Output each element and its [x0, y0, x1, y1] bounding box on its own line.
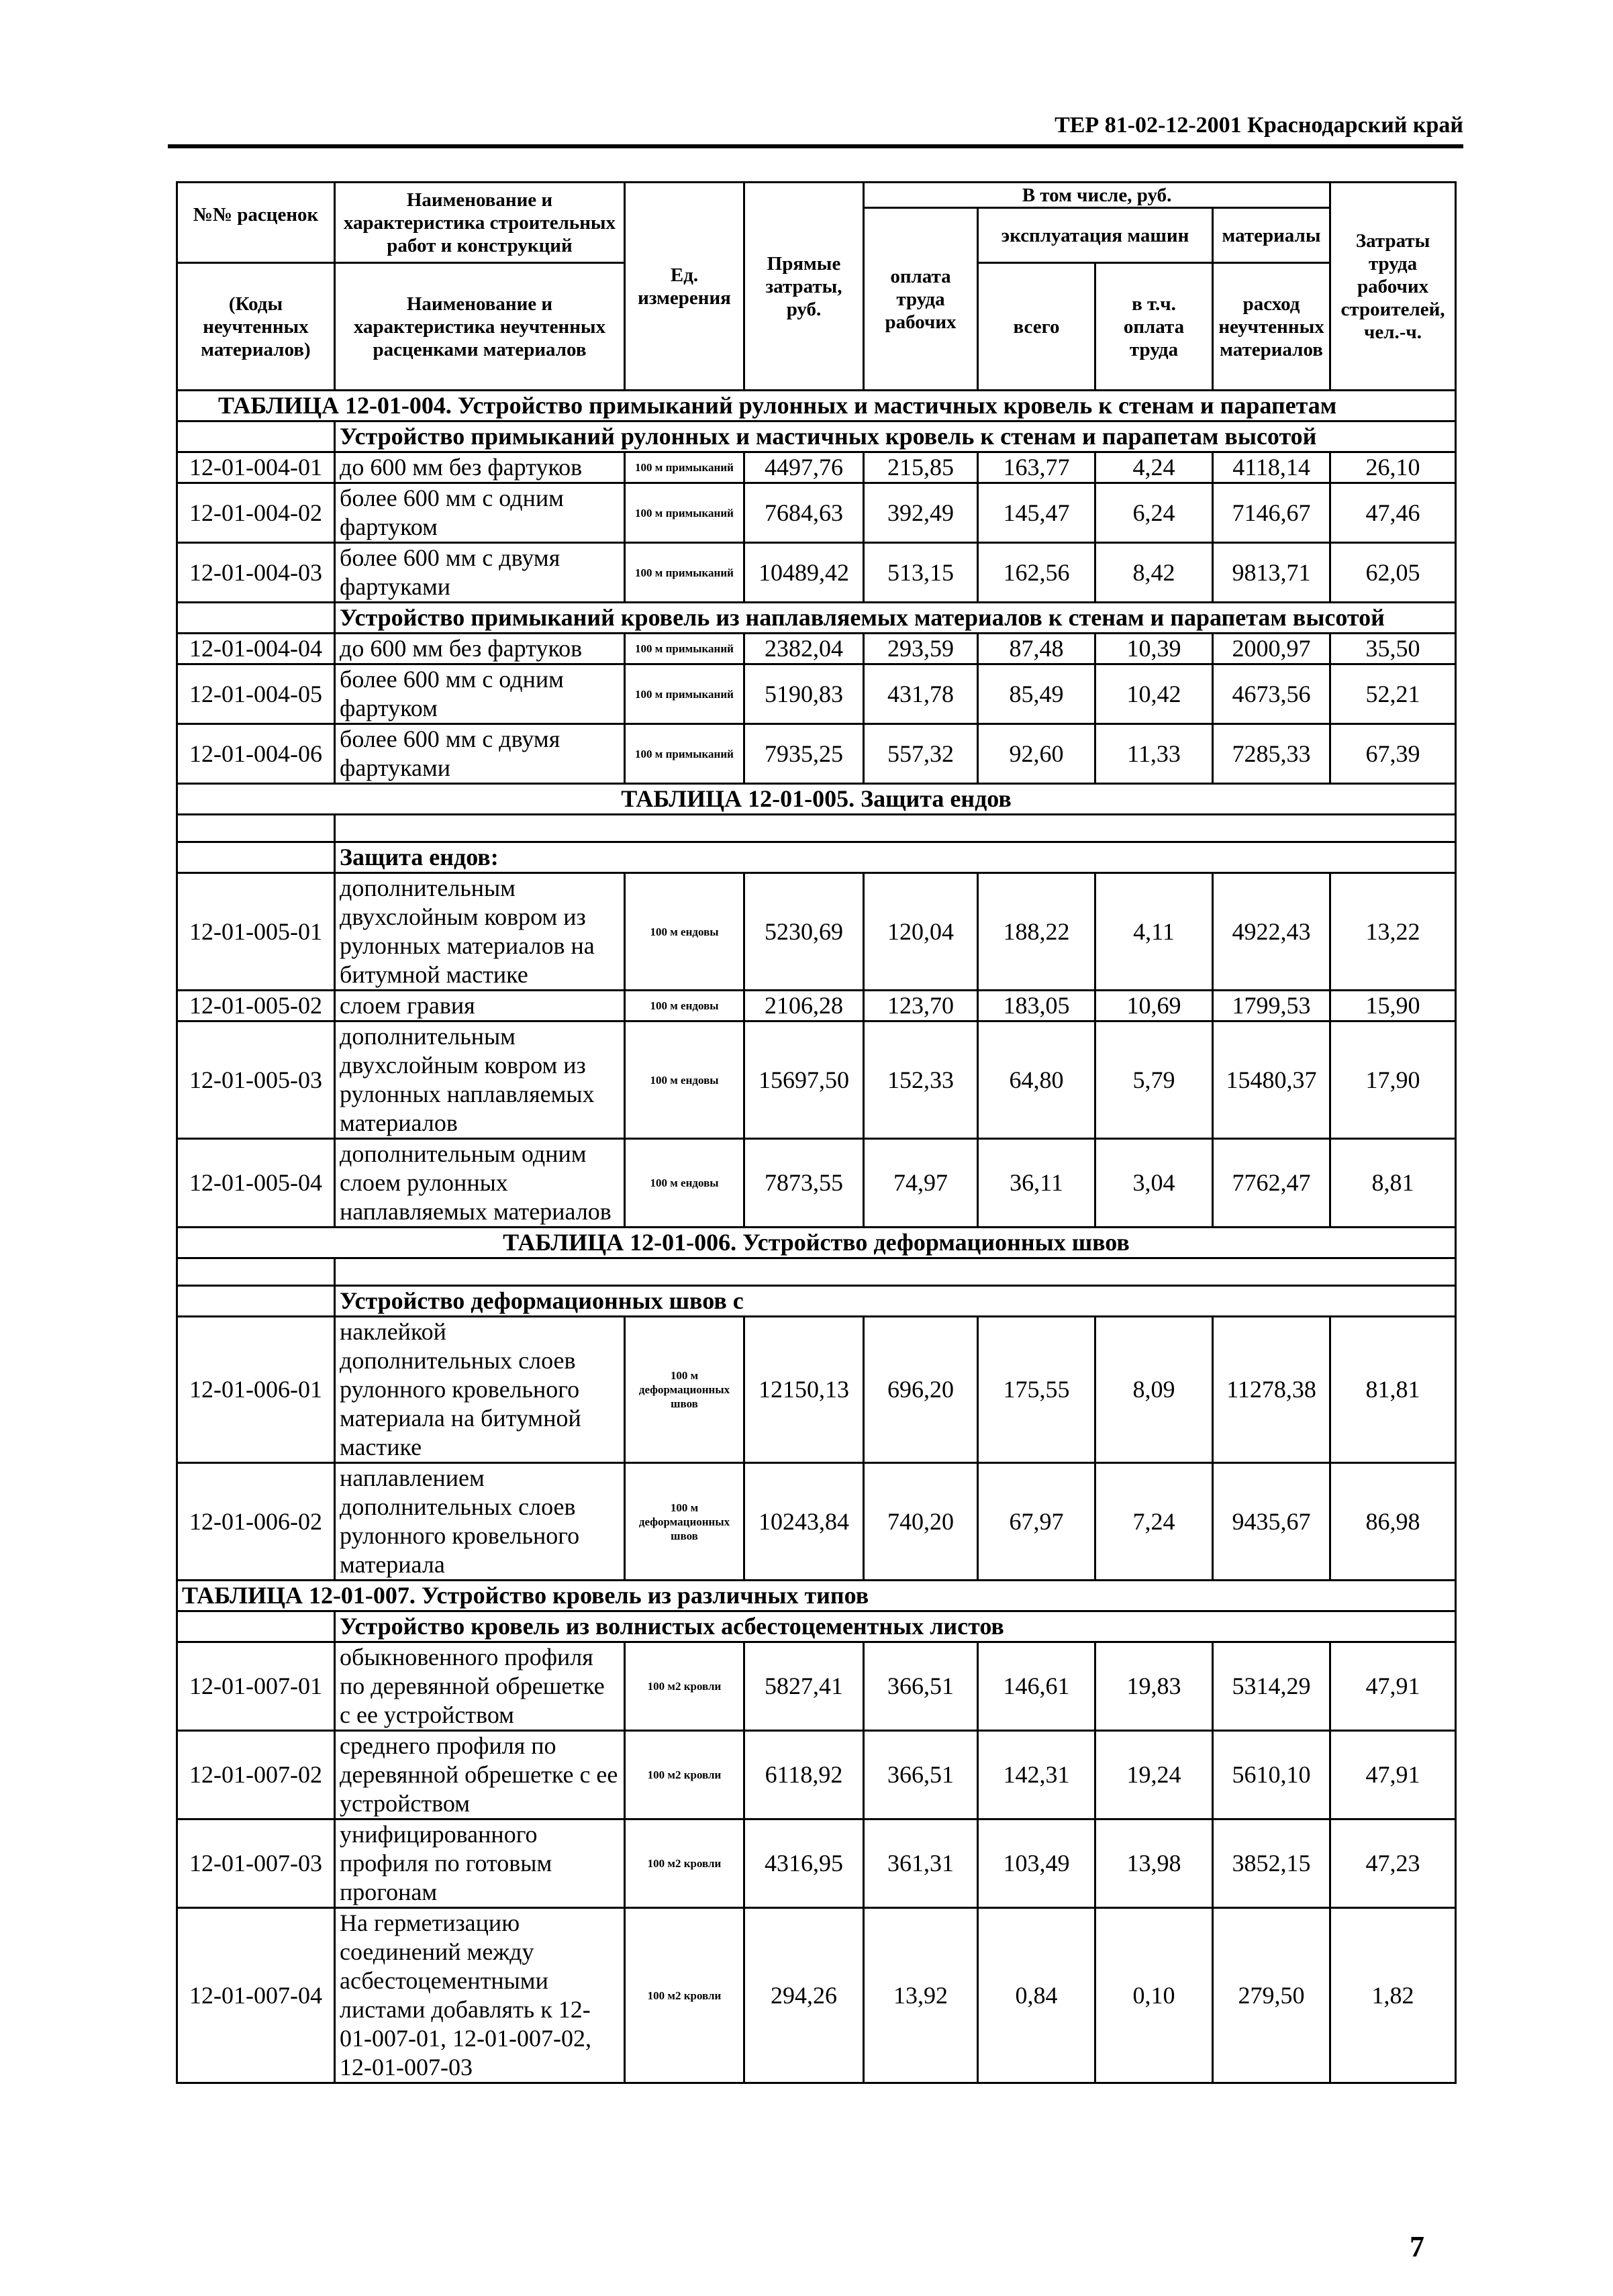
header-wage: оплата труда рабочих [864, 208, 978, 391]
labor-cost: 81,81 [1330, 1317, 1456, 1463]
section-title: ТАБЛИЦА 12-01-007. Устройство кровель из различных типов [177, 1581, 1456, 1611]
rate-code: 12-01-007-02 [177, 1731, 335, 1819]
machines-wage: 19,83 [1095, 1642, 1213, 1731]
rate-code: 12-01-006-01 [177, 1317, 335, 1463]
materials: 9435,67 [1213, 1463, 1330, 1581]
group-title: Устройство кровель из волнистых асбестоцементных листов [335, 1611, 1456, 1642]
header-machines: эксплуатация машин [978, 208, 1213, 263]
spacer-cell [335, 1258, 1456, 1286]
materials: 5314,29 [1213, 1642, 1330, 1731]
labor-cost: 67,39 [1330, 724, 1456, 784]
work-name: наклейкой дополнительных слоев рулонного кровельного материала на битумной мастике [335, 1317, 625, 1463]
rate-code: 12-01-005-04 [177, 1139, 335, 1228]
machines-total: 92,60 [978, 724, 1095, 784]
header-materials-unacc: расход неучтенных материалов [1213, 263, 1330, 391]
group-title-row [177, 603, 1456, 634]
machines-total: 85,49 [978, 664, 1095, 724]
labor-cost: 86,98 [1330, 1463, 1456, 1581]
labor-cost: 47,91 [1330, 1642, 1456, 1731]
direct-cost: 6118,92 [744, 1731, 864, 1819]
table-body [177, 391, 1456, 2083]
table-row [177, 634, 1456, 664]
direct-cost: 12150,13 [744, 1317, 864, 1463]
direct-cost: 2382,04 [744, 634, 864, 664]
work-name: дополнительным двухслойным ковром из рулонных материалов на битумной мастике [335, 873, 625, 991]
work-name: дополнительным двухслойным ковром из рулонных наплавляемых материалов [335, 1021, 625, 1139]
header-incl: В том числе, руб. [864, 183, 1330, 208]
direct-cost: 10243,84 [744, 1463, 864, 1581]
direct-cost: 15697,50 [744, 1021, 864, 1139]
machines-wage: 10,69 [1095, 991, 1213, 1021]
header-direct: Прямые затраты, руб. [744, 183, 864, 391]
direct-cost: 2106,28 [744, 991, 864, 1021]
machines-total: 146,61 [978, 1642, 1095, 1731]
header-code-top: №№ расценок [177, 183, 335, 263]
work-name: слоем гравия [335, 991, 625, 1021]
table-row [177, 1819, 1456, 1908]
machines-wage: 6,24 [1095, 483, 1213, 543]
table-row [177, 1021, 1456, 1139]
group-title: Устройство деформационных швов с [335, 1286, 1456, 1317]
unit: 100 м2 кровли [625, 1819, 744, 1908]
machines-wage: 19,24 [1095, 1731, 1213, 1819]
work-name: унифицированного профиля по готовым прогонам [335, 1819, 625, 1908]
direct-cost: 7935,25 [744, 724, 864, 784]
section-title-row [177, 1581, 1456, 1611]
group-title: Защита ендов: [335, 842, 1456, 873]
unit: 100 м примыканий [625, 452, 744, 483]
worker-wage: 431,78 [864, 664, 978, 724]
labor-cost: 17,90 [1330, 1021, 1456, 1139]
running-header: ТЕР 81-02-12-2001 Краснодарский край [1055, 113, 1463, 138]
spacer-row [177, 815, 1456, 842]
unit: 100 м ендовы [625, 873, 744, 991]
materials: 3852,15 [1213, 1819, 1330, 1908]
machines-total: 142,31 [978, 1731, 1095, 1819]
worker-wage: 392,49 [864, 483, 978, 543]
direct-cost: 7684,63 [744, 483, 864, 543]
unit: 100 м примыканий [625, 664, 744, 724]
work-name: На герметизацию соединений между асбестоцементными листами добавлять к 12-01-007-01, 12-01-007-02, 12-01-007-03 [335, 1908, 625, 2083]
work-name: более 600 мм с двумя фартуками [335, 543, 625, 603]
worker-wage: 513,15 [864, 543, 978, 603]
header-name-top: Наименование и характеристика строительных работ и конструкций [335, 183, 625, 263]
machines-wage: 4,24 [1095, 452, 1213, 483]
section-title: ТАБЛИЦА 12-01-004. Устройство примыканий рулонных и мастичных кровель к стенам и парапетам [177, 391, 1456, 421]
group-title: Устройство примыканий кровель из наплавляемых материалов к стенам и парапетам высотой [335, 603, 1456, 634]
machines-total: 36,11 [978, 1139, 1095, 1228]
rates-table [176, 181, 1457, 2084]
machines-wage: 13,98 [1095, 1819, 1213, 1908]
materials: 2000,97 [1213, 634, 1330, 664]
labor-cost: 26,10 [1330, 452, 1456, 483]
direct-cost: 294,26 [744, 1908, 864, 2083]
direct-cost: 5190,83 [744, 664, 864, 724]
machines-total: 103,49 [978, 1819, 1095, 1908]
header-name-bottom: Наименование и характеристика неучтенных расценками материалов [335, 263, 625, 391]
unit: 100 м примыканий [625, 724, 744, 784]
work-name: до 600 мм без фартуков [335, 452, 625, 483]
direct-cost: 4497,76 [744, 452, 864, 483]
section-title-row [177, 784, 1456, 815]
machines-wage: 8,09 [1095, 1317, 1213, 1463]
worker-wage: 152,33 [864, 1021, 978, 1139]
machines-wage: 7,24 [1095, 1463, 1213, 1581]
machines-total: 188,22 [978, 873, 1095, 991]
rate-code: 12-01-004-06 [177, 724, 335, 784]
table-row [177, 543, 1456, 603]
worker-wage: 361,31 [864, 1819, 978, 1908]
machines-total: 175,55 [978, 1317, 1095, 1463]
header-labor: Затраты труда рабочих строителей, чел.-ч. [1330, 183, 1456, 391]
table-row [177, 664, 1456, 724]
machines-wage: 11,33 [1095, 724, 1213, 784]
worker-wage: 74,97 [864, 1139, 978, 1228]
worker-wage: 366,51 [864, 1642, 978, 1731]
rate-code: 12-01-007-03 [177, 1819, 335, 1908]
table-row [177, 724, 1456, 784]
header-code-bottom: (Коды неучтенных материалов) [177, 263, 335, 391]
machines-total: 64,80 [978, 1021, 1095, 1139]
worker-wage: 13,92 [864, 1908, 978, 2083]
labor-cost: 8,81 [1330, 1139, 1456, 1228]
group-title: Устройство примыканий рулонных и мастичных кровель к стенам и парапетам высотой [335, 421, 1456, 452]
work-name: дополнительным одним слоем рулонных наплавляемых материалов [335, 1139, 625, 1228]
unit: 100 м ендовы [625, 991, 744, 1021]
spacer-row [177, 1258, 1456, 1286]
machines-wage: 3,04 [1095, 1139, 1213, 1228]
unit: 100 м деформационных швов [625, 1317, 744, 1463]
table-row [177, 1139, 1456, 1228]
spacer-cell [177, 815, 335, 842]
table-row [177, 873, 1456, 991]
worker-wage: 366,51 [864, 1731, 978, 1819]
rate-code: 12-01-005-03 [177, 1021, 335, 1139]
rate-code: 12-01-006-02 [177, 1463, 335, 1581]
unit: 100 м2 кровли [625, 1908, 744, 2083]
labor-cost: 47,91 [1330, 1731, 1456, 1819]
machines-wage: 8,42 [1095, 543, 1213, 603]
group-code-cell [177, 603, 335, 634]
group-code-cell [177, 842, 335, 873]
direct-cost: 5230,69 [744, 873, 864, 991]
materials: 7146,67 [1213, 483, 1330, 543]
group-title-row [177, 421, 1456, 452]
spacer-cell [335, 815, 1456, 842]
rate-code: 12-01-004-04 [177, 634, 335, 664]
worker-wage: 215,85 [864, 452, 978, 483]
machines-total: 0,84 [978, 1908, 1095, 2083]
header-unit: Ед. измерения [625, 183, 744, 391]
machines-total: 145,47 [978, 483, 1095, 543]
header-materials: материалы [1213, 208, 1330, 263]
labor-cost: 1,82 [1330, 1908, 1456, 2083]
worker-wage: 120,04 [864, 873, 978, 991]
machines-total: 163,77 [978, 452, 1095, 483]
materials: 11278,38 [1213, 1317, 1330, 1463]
worker-wage: 123,70 [864, 991, 978, 1021]
machines-wage: 5,79 [1095, 1021, 1213, 1139]
unit: 100 м примыканий [625, 634, 744, 664]
work-name: до 600 мм без фартуков [335, 634, 625, 664]
materials: 15480,37 [1213, 1021, 1330, 1139]
labor-cost: 52,21 [1330, 664, 1456, 724]
machines-total: 162,56 [978, 543, 1095, 603]
labor-cost: 47,46 [1330, 483, 1456, 543]
work-name: обыкновенного профиля по деревянной обрешетке с ее устройством [335, 1642, 625, 1731]
spacer-cell [177, 1258, 335, 1286]
group-title-row [177, 1286, 1456, 1317]
table-row [177, 1317, 1456, 1463]
worker-wage: 740,20 [864, 1463, 978, 1581]
direct-cost: 5827,41 [744, 1642, 864, 1731]
machines-wage: 10,42 [1095, 664, 1213, 724]
table-row [177, 1642, 1456, 1731]
rate-code: 12-01-004-01 [177, 452, 335, 483]
machines-wage: 4,11 [1095, 873, 1213, 991]
section-title: ТАБЛИЦА 12-01-006. Устройство деформационных швов [177, 1228, 1456, 1258]
table-row [177, 1731, 1456, 1819]
materials: 1799,53 [1213, 991, 1330, 1021]
page-number: 7 [1410, 2230, 1424, 2263]
work-name: более 600 мм с одним фартуком [335, 664, 625, 724]
unit: 100 м деформационных швов [625, 1463, 744, 1581]
labor-cost: 62,05 [1330, 543, 1456, 603]
direct-cost: 10489,42 [744, 543, 864, 603]
rate-code: 12-01-004-03 [177, 543, 335, 603]
machines-total: 87,48 [978, 634, 1095, 664]
table-row [177, 1908, 1456, 2083]
header-rule [168, 144, 1463, 148]
materials: 4118,14 [1213, 452, 1330, 483]
machines-total: 67,97 [978, 1463, 1095, 1581]
unit: 100 м ендовы [625, 1021, 744, 1139]
work-name: более 600 мм с одним фартуком [335, 483, 625, 543]
rate-code: 12-01-007-01 [177, 1642, 335, 1731]
group-code-cell [177, 1286, 335, 1317]
section-title: ТАБЛИЦА 12-01-005. Защита ендов [177, 784, 1456, 815]
table-row [177, 483, 1456, 543]
table-header [177, 183, 1456, 391]
labor-cost: 13,22 [1330, 873, 1456, 991]
rate-code: 12-01-005-01 [177, 873, 335, 991]
materials: 4673,56 [1213, 664, 1330, 724]
rate-code: 12-01-007-04 [177, 1908, 335, 2083]
table-row [177, 991, 1456, 1021]
labor-cost: 15,90 [1330, 991, 1456, 1021]
worker-wage: 293,59 [864, 634, 978, 664]
machines-wage: 0,10 [1095, 1908, 1213, 2083]
group-code-cell [177, 421, 335, 452]
materials: 4922,43 [1213, 873, 1330, 991]
worker-wage: 696,20 [864, 1317, 978, 1463]
rate-code: 12-01-004-05 [177, 664, 335, 724]
work-name: наплавлением дополнительных слоев рулонного кровельного материала [335, 1463, 625, 1581]
work-name: более 600 мм с двумя фартуками [335, 724, 625, 784]
header-machines-wage: в т.ч. оплата труда [1095, 263, 1213, 391]
unit: 100 м ендовы [625, 1139, 744, 1228]
machines-total: 183,05 [978, 991, 1095, 1021]
unit: 100 м2 кровли [625, 1642, 744, 1731]
direct-cost: 7873,55 [744, 1139, 864, 1228]
unit: 100 м2 кровли [625, 1731, 744, 1819]
materials: 5610,10 [1213, 1731, 1330, 1819]
materials: 7762,47 [1213, 1139, 1330, 1228]
group-title-row [177, 1611, 1456, 1642]
unit: 100 м примыканий [625, 543, 744, 603]
group-code-cell [177, 1611, 335, 1642]
worker-wage: 557,32 [864, 724, 978, 784]
table-row [177, 452, 1456, 483]
work-name: среднего профиля по деревянной обрешетке с ее устройством [335, 1731, 625, 1819]
direct-cost: 4316,95 [744, 1819, 864, 1908]
labor-cost: 47,23 [1330, 1819, 1456, 1908]
rate-code: 12-01-004-02 [177, 483, 335, 543]
labor-cost: 35,50 [1330, 634, 1456, 664]
section-title-row [177, 1228, 1456, 1258]
table-row [177, 1463, 1456, 1581]
materials: 9813,71 [1213, 543, 1330, 603]
header-machines-total: всего [978, 263, 1095, 391]
rate-code: 12-01-005-02 [177, 991, 335, 1021]
materials: 279,50 [1213, 1908, 1330, 2083]
materials: 7285,33 [1213, 724, 1330, 784]
section-title-row [177, 391, 1456, 421]
machines-wage: 10,39 [1095, 634, 1213, 664]
unit: 100 м примыканий [625, 483, 744, 543]
group-title-row [177, 842, 1456, 873]
